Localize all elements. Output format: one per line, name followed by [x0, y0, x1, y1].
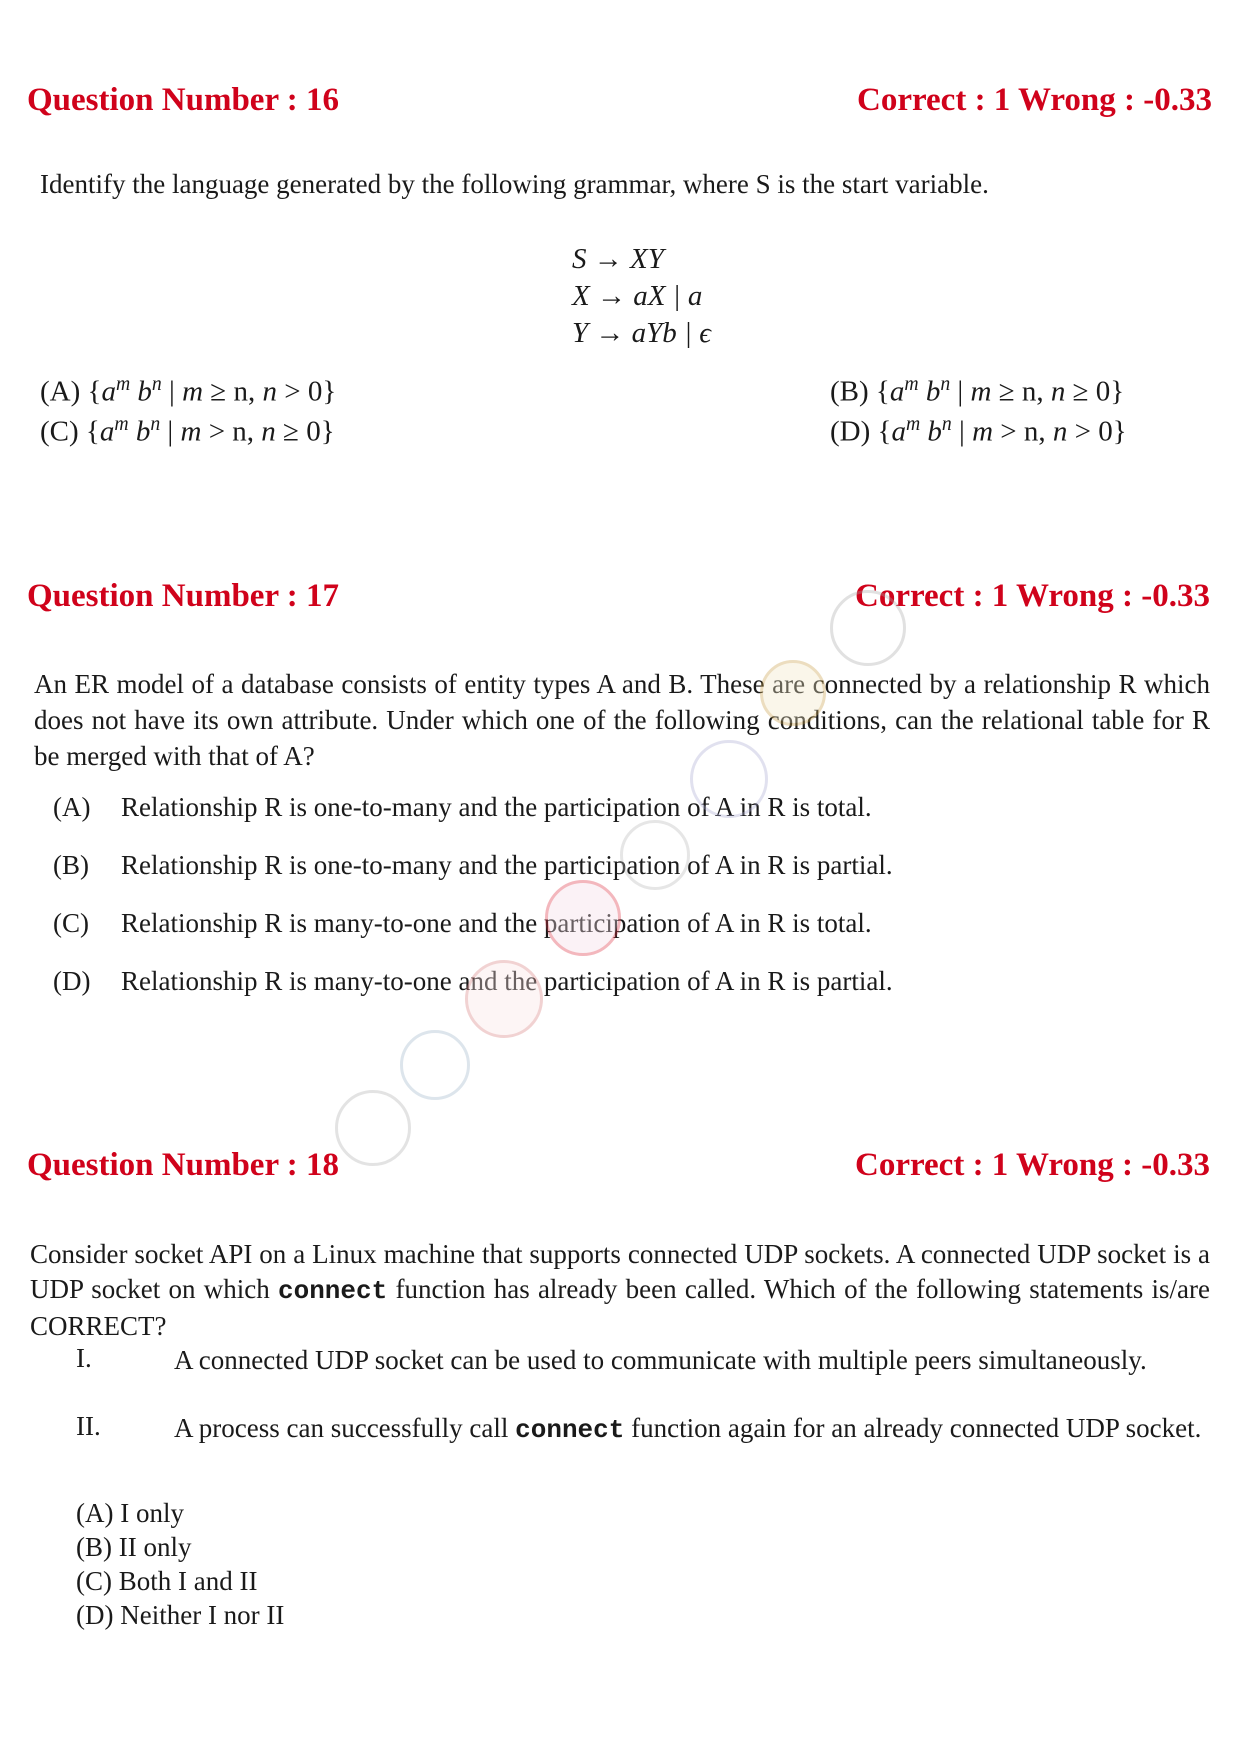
statement-1-number: I. — [76, 1343, 92, 1373]
statement-2-text — [174, 1411, 1210, 1447]
question-17-marks: Correct : 1 Wrong : -0.33 — [855, 578, 1210, 614]
option-text: Relationship R is one-to-many and the participation of A in R is total. — [121, 792, 872, 822]
option-text: Relationship R is many-to-one and the participation of A in R is partial. — [121, 966, 893, 996]
question-17-text: An ER model of a database consists of entity types A and B. These are connected by a relationship R which does not have its own attribute. Under which one of the following conditions, can the relational table for R be merged with that of A? — [34, 669, 1210, 771]
statement-2-text-part2: function again for an already connected UDP socket. — [624, 1413, 1202, 1443]
question-18-text-part2: function has already been called. Which of the following statements is/are CORRECT? — [30, 1274, 1210, 1341]
watermark-seal-icon — [400, 1030, 470, 1100]
watermark-seal-icon — [690, 740, 768, 818]
question-18-text — [30, 1237, 1210, 1344]
option-label: (C) — [53, 908, 89, 938]
question-18-text-part1: Consider socket API on a Linux machine that supports connected UDP sockets. A connected UDP socket is a UDP socket on which — [30, 1239, 1210, 1304]
option-text: Relationship R is many-to-one and the participation of A in R is total. — [121, 908, 872, 938]
grammar-rule-3: Y → aYb | ϵ — [572, 317, 711, 349]
code-connect: connect — [515, 1415, 625, 1445]
option-18-a[interactable]: (A) I only — [76, 1498, 184, 1528]
option-label: (D) — [53, 966, 91, 996]
option-label: (A) — [53, 792, 91, 822]
code-connect: connect — [278, 1276, 388, 1306]
watermark-seal-icon — [620, 820, 690, 890]
watermark-seal-icon — [545, 880, 621, 956]
question-18-options — [76, 1496, 284, 1632]
question-16-header: Question Number : 16 — [27, 82, 339, 118]
option-text: Relationship R is one-to-many and the participation of A in R is partial. — [121, 850, 893, 880]
question-18-header: Question Number : 18 — [27, 1147, 339, 1183]
statement-1-text: A connected UDP socket can be used to communicate with multiple peers simultaneously. — [174, 1345, 1147, 1375]
watermark-seal-icon — [830, 590, 906, 666]
grammar-rule-2: X → aX | a — [572, 280, 703, 312]
option-17-d[interactable] — [53, 966, 1153, 1024]
option-18-b[interactable]: (B) II only — [76, 1532, 192, 1562]
option-18-d[interactable]: (D) Neither I nor II — [76, 1600, 285, 1630]
option-17-a[interactable] — [53, 792, 1153, 850]
question-17-header: Question Number : 17 — [27, 578, 339, 614]
question-18-marks: Correct : 1 Wrong : -0.33 — [855, 1147, 1210, 1183]
option-16-c[interactable]: (C) {$a^m$ $b^n$ | m > n, n ≥ 0} — [40, 413, 335, 448]
grammar-rule-1: S → XY — [572, 243, 664, 275]
watermark-seal-icon — [335, 1090, 411, 1166]
watermark-seal-icon — [465, 960, 543, 1038]
option-18-c[interactable]: (C) Both I and II — [76, 1566, 258, 1596]
statement-2-text-part1: A process can successfully call — [174, 1413, 516, 1443]
question-16-text: Identify the language generated by the following grammar, where S is the start variable. — [40, 169, 989, 199]
grammar-block — [572, 241, 711, 352]
option-label: (B) — [53, 850, 89, 880]
option-16-b[interactable]: (B) {$a^m$ $b^n$ | m ≥ n, n ≥ 0} — [830, 373, 1125, 408]
option-16-a[interactable]: (A) {$a^m$ $b^n$ | m ≥ n, n > 0} — [40, 373, 337, 408]
option-16-d[interactable]: (D) {$a^m$ $b^n$ | m > n, n > 0} — [830, 413, 1127, 448]
question-16-marks: Correct : 1 Wrong : -0.33 — [857, 82, 1212, 118]
statement-2-number: II. — [76, 1411, 101, 1441]
watermark-seal-icon — [760, 660, 826, 726]
